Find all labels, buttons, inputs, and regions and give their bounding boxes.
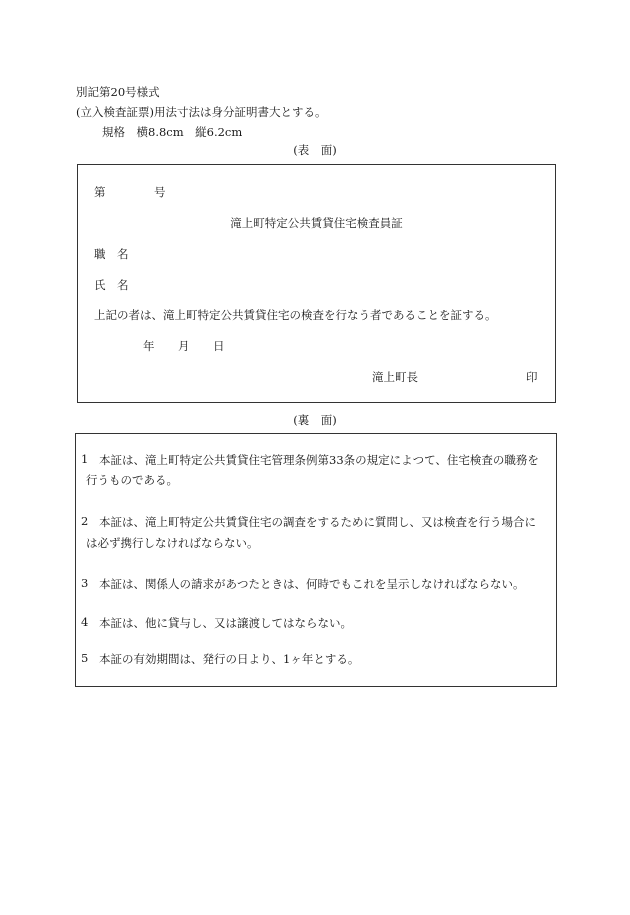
item-3-number: 3	[81, 576, 89, 590]
item-4-number: 4	[81, 615, 89, 629]
item-3-line1: 本証は、関係人の請求があつたときは、何時でもこれを呈示しなければならない。	[99, 577, 525, 591]
item-1-line2: 行うものである。	[86, 473, 178, 487]
item-1-number: 1	[81, 452, 89, 466]
item-1-line1: 本証は、滝上町特定公共賃貸住宅管理条例第33条の規定によつて、住宅検査の職務を	[99, 453, 539, 467]
position-label: 職 名	[94, 247, 129, 261]
certification-text: 上記の者は、滝上町特定公共賃貸住宅の検査を行なう者であることを証する。	[94, 308, 497, 322]
front-card	[77, 164, 556, 403]
number-prefix: 第	[94, 185, 106, 199]
seal: 印	[526, 370, 538, 384]
date-month: 月	[178, 339, 190, 353]
back-label: (裏 面)	[293, 413, 337, 427]
item-2-line1: 本証は、滝上町特定公共賃貸住宅の調査をするために質問し、又は検査を行う場合に	[99, 515, 536, 529]
number-suffix: 号	[154, 185, 166, 199]
card-title: 滝上町特定公共賃貸住宅検査員証	[230, 216, 403, 230]
issuer: 滝上町長	[372, 370, 418, 384]
date-year: 年	[143, 339, 155, 353]
form-note: (立入検査証票)用法寸法は身分証明書大とする。	[76, 105, 327, 119]
item-5-line1: 本証の有効期間は、発行の日より、1ヶ年とする。	[99, 652, 360, 666]
name-label: 氏 名	[94, 278, 129, 292]
form-number: 別記第20号様式	[76, 85, 160, 99]
front-label: (表 面)	[293, 143, 337, 157]
date-day: 日	[213, 339, 225, 353]
size-spec: 規格 横8.8cm 縦6.2cm	[102, 125, 243, 139]
item-4-line1: 本証は、他に貸与し、又は譲渡してはならない。	[99, 616, 352, 630]
item-2-line2: は必ず携行しなければならない。	[86, 536, 259, 550]
item-5-number: 5	[81, 651, 89, 665]
item-2-number: 2	[81, 514, 89, 528]
